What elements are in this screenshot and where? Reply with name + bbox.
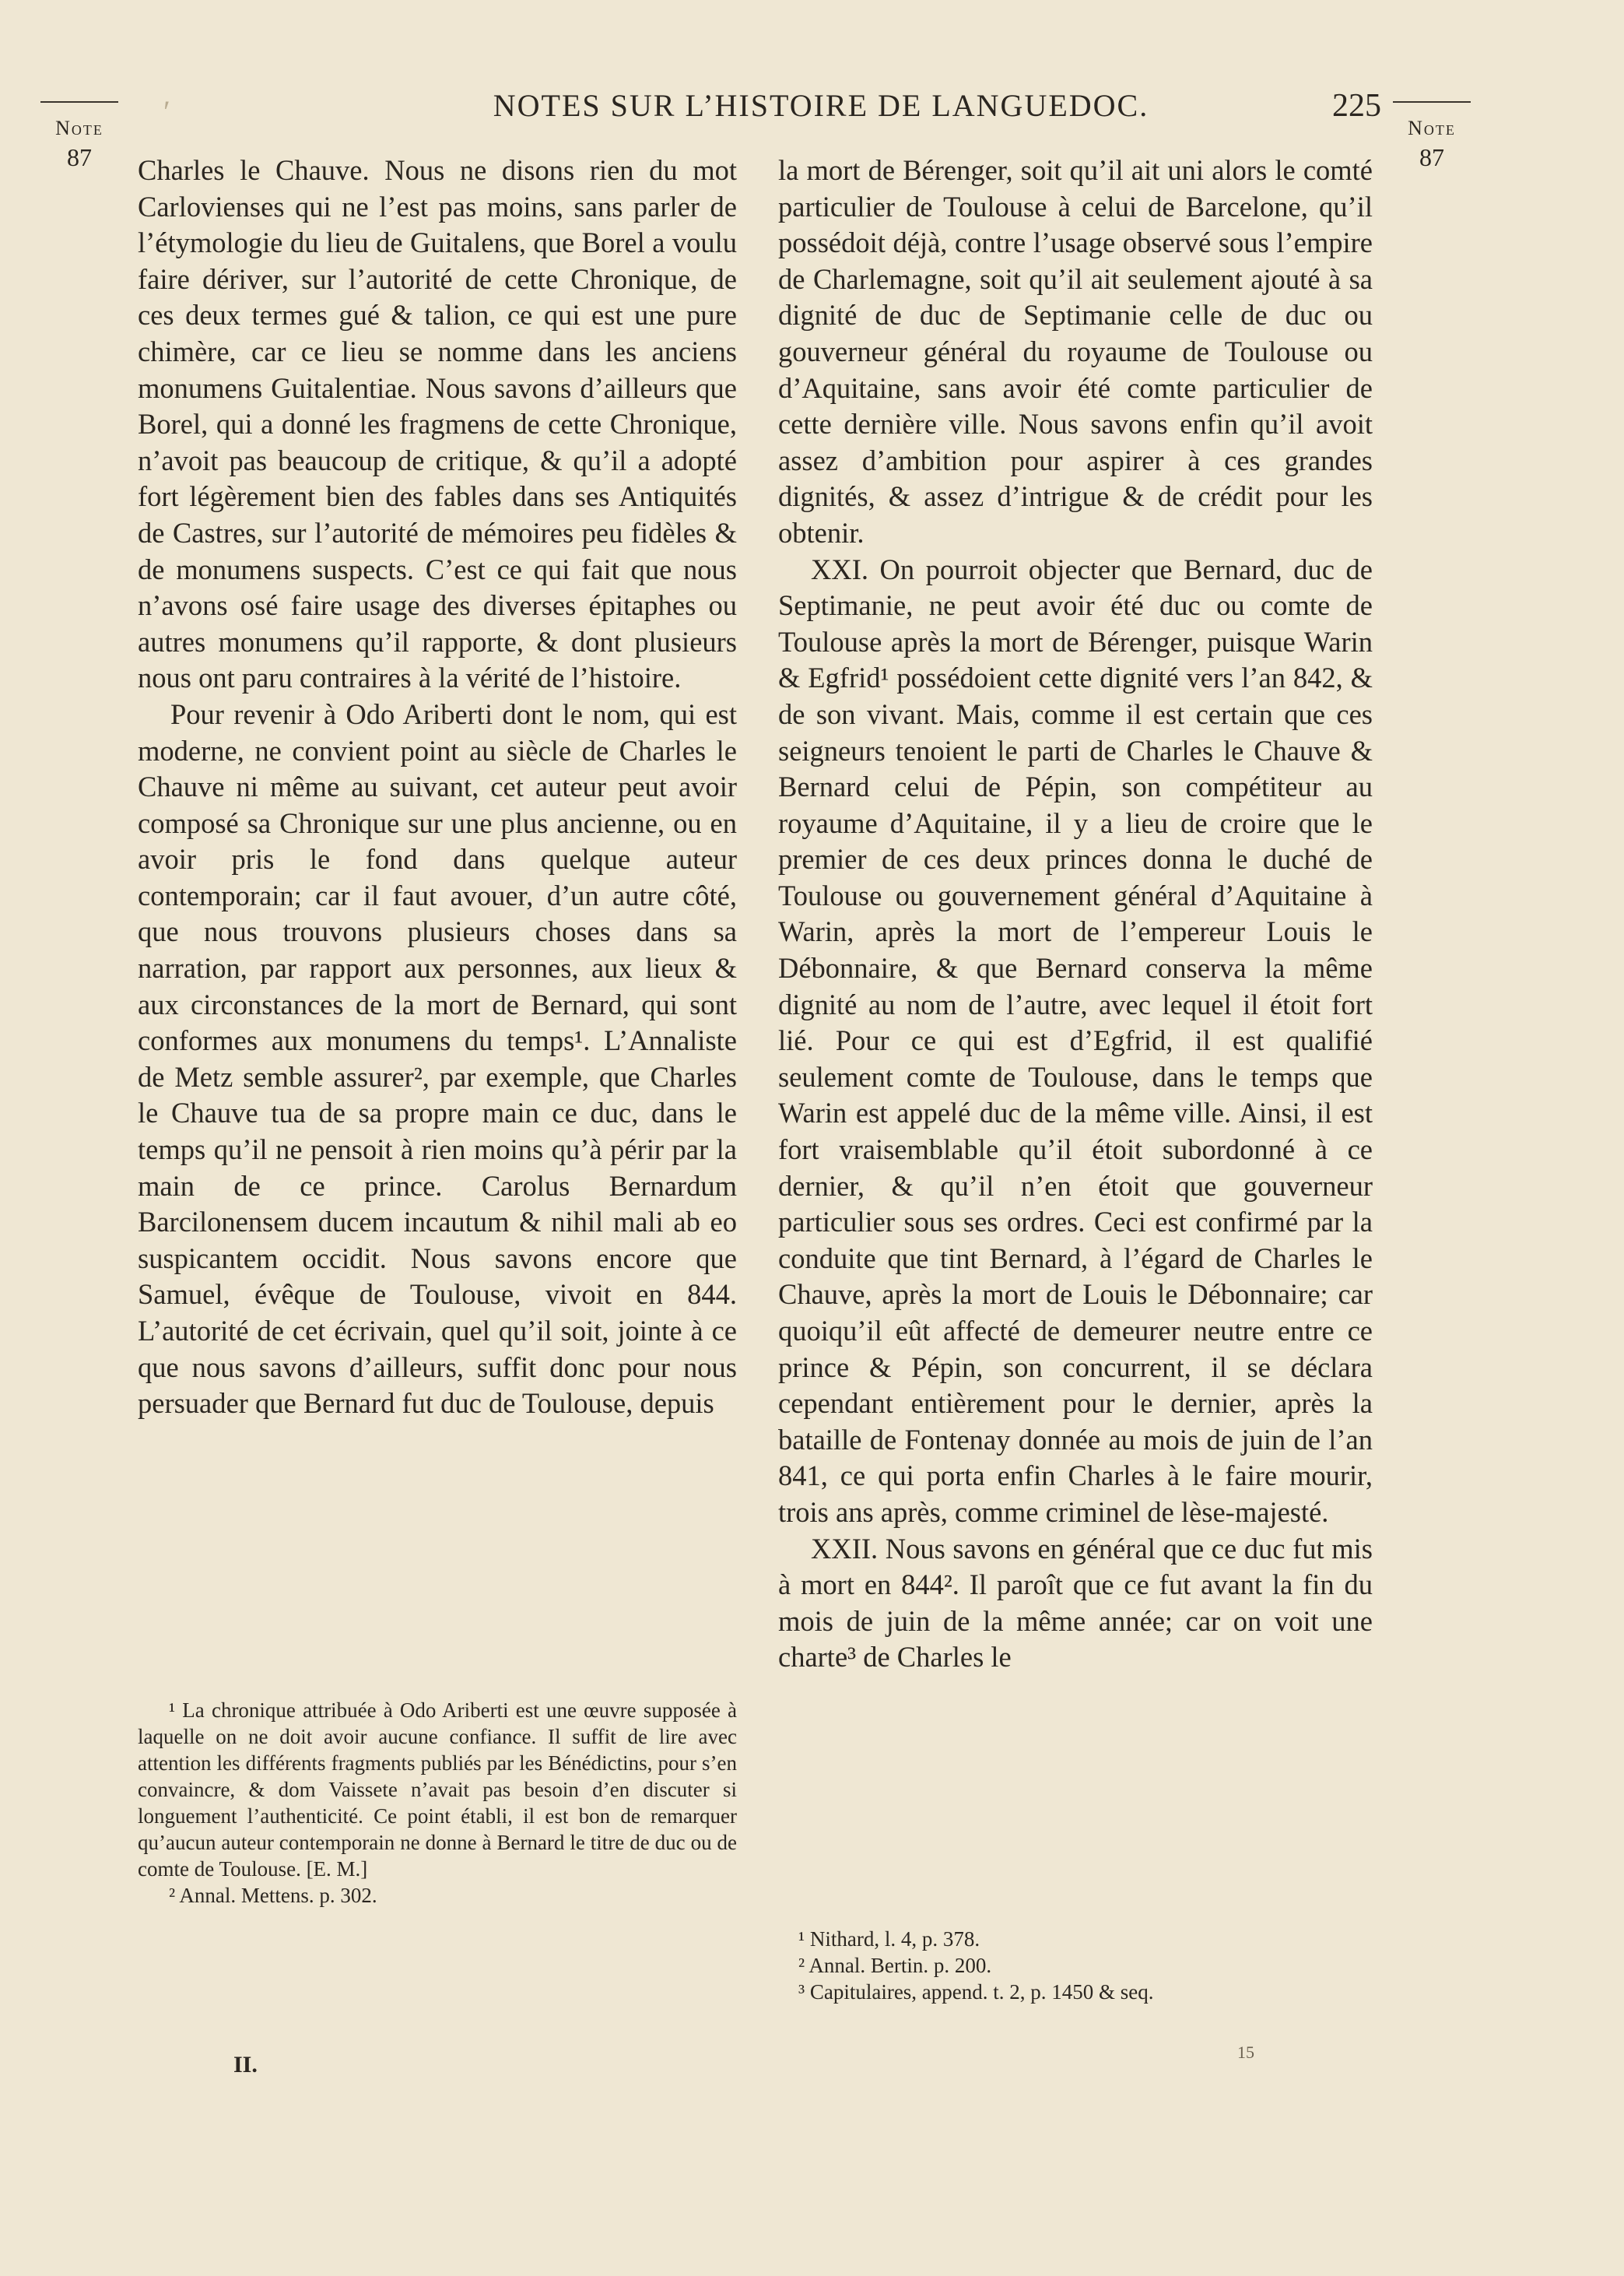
right-footnotes xyxy=(778,1926,1373,2005)
footnote: ³ Capitulaires, append. t. 2, p. 1450 & seq. xyxy=(798,1980,1154,2004)
margin-rule-left xyxy=(40,101,118,103)
gathering-signature: 15 xyxy=(1237,2042,1254,2062)
footnote: ² Annal. Mettens. p. 302. xyxy=(169,1884,377,1907)
left-footnotes xyxy=(138,1697,737,1909)
paragraph: Pour revenir à Odo Ariberti dont le nom, qui est moderne, ne convient point au siècle de Charles le Chauve ni même au suivant, cet auteur peut avoir composé sa Chronique sur une plus ancienne, ou en avoir pris le fond dans quelque auteur contemporain; car il faut avouer, d’un autre côté, que nous trouvons plusieurs choses dans sa narration, par rapport aux personnes, aux lieux & aux circonstances de la mort de Bernard, qui sont conformes aux monumens du temps¹. L’Annaliste de Metz semble assurer², par exemple, que Charles le Chauve tua de sa propre main ce duc, dans le temps qu’il ne pensoit à rien moins qu’à périr par la main de ce prince. Carolus Bernardum Barcilonensem ducem incautum & nihil mali ab eo suspicantem occidit. Nous savons encore que Samuel, évêque de Toulouse, vivoit en 844. L’autorité de cet écrivain, quel qu’il soit, jointe à ce que nous savons d’ailleurs, suffit donc pour nous persuader que Bernard fut duc de Toulouse, depuis xyxy=(138,697,737,1420)
left-column xyxy=(138,153,737,1422)
margin-note-label-left: Note xyxy=(55,117,103,139)
margin-note-number-right: 87 xyxy=(1419,143,1444,171)
paragraph: la mort de Bérenger, soit qu’il ait uni alors le comté particulier de Toulouse à celui de Barcelone, qu’il possédoit déjà, contre l’usage observé sous l’empire de Charlemagne, soit qu’il ait seulement ajouté à sa dignité de duc de Septimanie celle de duc ou gouverneur général du royaume de Toulouse ou d’Aquitaine, sans avoir été comte particulier de cette dernière ville. Nous savons enfin qu’il avoit assez d’ambition pour aspirer à ces grandes dignités, & assez d’intrigue & de crédit pour les obtenir. xyxy=(778,154,1373,549)
margin-note-label-right: Note xyxy=(1408,117,1456,139)
footnote: ² Annal. Bertin. p. 200. xyxy=(798,1954,992,1977)
margin-note-number-left: 87 xyxy=(67,143,92,171)
paragraph: XXI. On pourroit objecter que Bernard, duc de Septimanie, ne peut avoir été duc ou comte de Toulouse après la mort de Bérenger, puisque Warin & Egfrid¹ possédoient cette dignité vers l’an 842, & de son vivant. Mais, comme il est certain que ces seigneurs tenoient le parti de Charles le Chauve & Bernard celui de Pépin, son compétiteur au royaume d’Aquitaine, il y a lieu de croire que le premier de ces deux princes donna le duché de Toulouse ou gouvernement général d’Aquitaine à Warin, après la mort de l’empereur Louis le Débonnaire, & que Bernard conserva la même dignité au nom de l’autre, avec lequel il étoit fort lié. Pour ce qui est d’Egfrid, il est qualifié seulement comte de Toulouse, dans le temps que Warin est appelé duc de la même ville. Ainsi, il est fort vraisemblable qu’il étoit subordonné à ce dernier, & qu’il n’en étoit que gouverneur particulier sous ses ordres. Ceci est confirmé par la conduite que tint Bernard, à l’égard de Charles le Chauve, après la mort de Louis le Débonnaire; car quoiqu’il eût affecté de demeurer neutre entre ce prince & Pépin, son concurrent, il se déclara cependant entièrement pour le dernier, après la bataille de Fontenay donnée au mois de juin de l’an 841, ce qui porta enfin Charles à le faire mourir, trois ans après, comme criminel de lèse-majesté. xyxy=(778,553,1373,1528)
footnote: ¹ La chronique attribuée à Odo Ariberti est une œuvre supposée à laquelle on ne doit avoir aucune confiance. Il suffit de lire avec attention les différents fragments publiés par les Bénédictins, pour s’en convaincre, & dom Vaissete n’avait pas besoin d’en discuter si longuement l’authenticité. Ce point établi, il est bon de remarquer qu’aucun auteur contemporain ne donne à Bernard le titre de duc ou de comte de Toulouse. [E. M.] xyxy=(138,1698,737,1881)
right-column xyxy=(778,153,1373,1676)
page-number: 225 xyxy=(1332,88,1381,124)
ink-mark: ʹ xyxy=(163,94,170,129)
paragraph: Charles le Chauve. Nous ne disons rien du mot Carlovienses qui ne l’est pas moins, sans parler de l’étymologie du lieu de Guitalens, que Borel a voulu faire dériver, sur l’autorité de cette Chronique, de ces deux termes gué & talion, ce qui est une pure chimère, car ce lieu se nomme dans les anciens monumens Guitalentiae. Nous savons d’ailleurs que Borel, qui a donné les fragmens de cette Chronique, n’avoit pas beaucoup de critique, & qu’il a adopté fort légèrement bien des fables dans ses Antiquités de Castres, sur l’autorité de mémoires peu fidèles & de monumens suspects. C’est ce qui fait que nous n’avons osé faire usage des diverses épitaphes ou autres monumens qu’il rapporte, & dont plusieurs nous ont paru contraires à la vérité de l’histoire. xyxy=(138,154,737,694)
paragraph: XXII. Nous savons en général que ce duc fut mis à mort en 844². Il paroît que ce fut avant la fin du mois de juin de la même année; car on voit une charte³ de Charles le xyxy=(778,1532,1373,1674)
margin-rule-right xyxy=(1393,101,1471,103)
footnote: ¹ Nithard, l. 4, p. 378. xyxy=(798,1927,980,1951)
running-header: NOTES SUR L’HISTOIRE DE LANGUEDOC. xyxy=(493,88,1149,123)
volume-signature: II. xyxy=(233,2052,258,2078)
